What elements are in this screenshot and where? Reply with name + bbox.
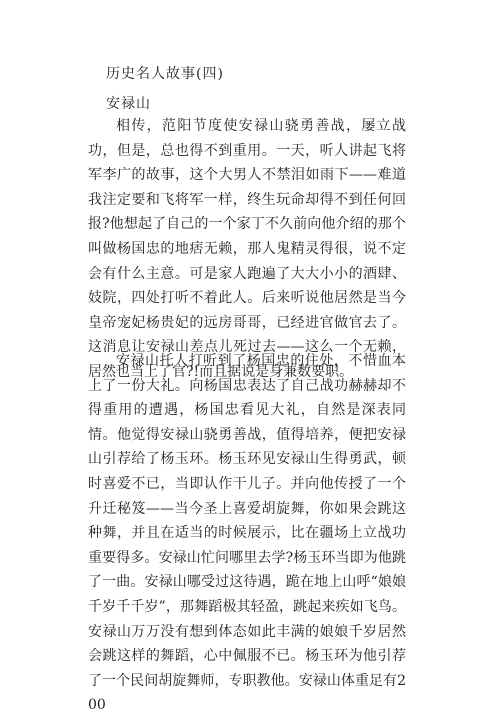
paragraph-1: 相传，范阳节度使安禄山骁勇善战，屡立战功，但是，总也得不到重用。一天，听人讲起飞将军李广的故事，这个大男人不禁泪如雨下——难道我注定要和飞将军一样，终生玩命却得不到任何回报?他想起了自己的一个家丁不久前向他介绍的那个叫做杨国忠的地痞无赖，那人鬼精灵得很，说不定会有什么主意。可是家人跑遍了大大小小的酒肆、妓院，四处打听不着此人。后来听说他居然是当今皇帝宠妃杨贵妃的远房哥哥，已经进官做官去了。这消息让安禄山差点儿死过去——这么一个无赖，居然也当上了官?!而且据说是身兼数要职。 (88, 118, 406, 380)
section-heading: 安禄山 (106, 96, 151, 112)
paragraph-2: 安禄山托人打听到了杨国忠的住处，不惜血本上了一份大礼。向杨国忠表达了自己战功赫赫却不得重用的遭遇，杨国忠看见大礼，自然是深表同情。他觉得安禄山骁勇善战，值得培养，便把安禄山引荐给了杨玉环。杨玉环见安禄山生得勇武，顿时喜爱不已，当即认作干儿子。并向他传授了一个升迁秘笈——当今圣上喜爱胡旋舞，你如果会跳这种舞，并且在适当的时候展示，比在疆场上立战功重要得多。安禄山忙问哪里去学?杨玉环当即为他跳了一曲。安禄山哪受过这待遇，跪在地上山呼“娘娘千岁千千岁”，那舞蹈极其轻盈，跳起来疾如飞鸟。安禄山万万没有想到体态如此丰满的娘娘千岁居然会跳这样的舞蹈，心中佩服不已。杨玉环为他引荐了一个民间胡旋舞师，专职教他。安禄山体重足有200 (88, 353, 406, 714)
document-title: 历史名人故事(四) (106, 66, 224, 82)
